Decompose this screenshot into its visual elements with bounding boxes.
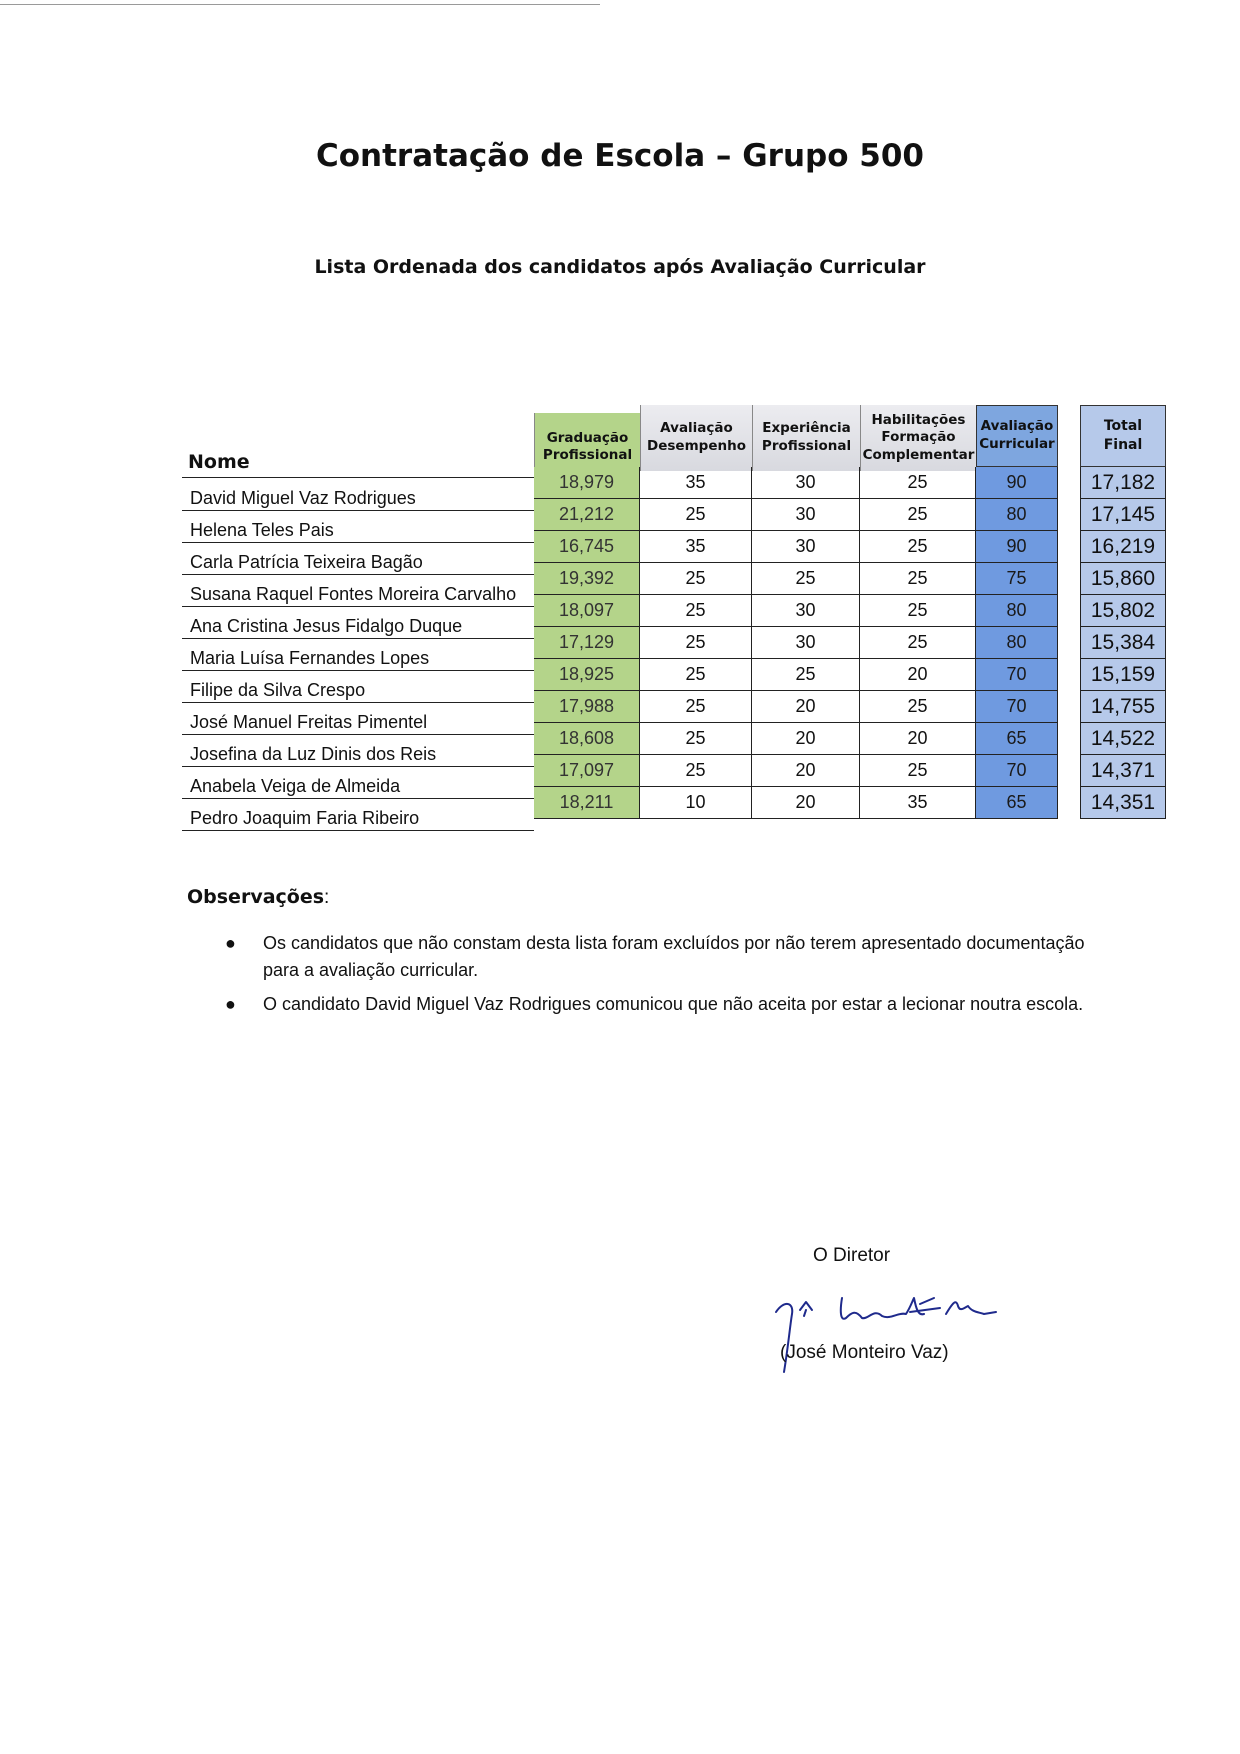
table-row [182,638,534,671]
cell-experiencia: 20 [752,691,860,723]
document-title: Contratação de Escola – Grupo 500 [316,138,924,174]
cell-curricular: 80 [976,595,1058,627]
header-graduacao: Graduação Profissional [534,413,640,471]
cell-graduacao: 18,979 [534,467,640,499]
cell-graduacao: 18,097 [534,595,640,627]
candidate-name: Josefina da Luz Dinis dos Reis [190,744,437,764]
cell-total: 15,384 [1080,627,1166,659]
cell-graduacao: 17,129 [534,627,640,659]
cell-habilitacoes: 25 [860,467,976,499]
cell-curricular: 65 [976,787,1058,819]
header-nome: Nome [188,451,250,473]
cell-curricular: 80 [976,627,1058,659]
candidate-name: Pedro Joaquim Faria Ribeiro [190,808,420,828]
cell-total: 15,802 [1080,595,1166,627]
cell-total: 14,371 [1080,755,1166,787]
bullet-icon: ● [225,933,236,953]
bullet-icon: ● [225,994,236,1014]
list-item: ● O candidato David Miguel Vaz Rodrigues comunicou que não aceita por estar a lecionar noutra escola. [225,991,1085,1018]
cell-total: 16,219 [1080,531,1166,563]
table-row [182,510,534,543]
director-name: (José Monteiro Vaz) [780,1342,949,1363]
cell-graduacao: 16,745 [534,531,640,563]
cell-desempenho: 25 [640,563,752,595]
cell-graduacao: 18,211 [534,787,640,819]
cell-habilitacoes: 25 [860,691,976,723]
cell-total: 17,182 [1080,467,1166,499]
cell-desempenho: 25 [640,499,752,531]
cell-graduacao: 17,988 [534,691,640,723]
cell-curricular: 90 [976,467,1058,499]
cell-habilitacoes: 25 [860,595,976,627]
document-subtitle: Lista Ordenada dos candidatos após Avaliação Curricular [314,256,926,278]
cell-curricular: 70 [976,659,1058,691]
cell-habilitacoes: 25 [860,563,976,595]
cell-total: 14,351 [1080,787,1166,819]
scan-edge-line [0,4,600,5]
candidate-name: Filipe da Silva Crespo [190,680,366,700]
cell-habilitacoes: 25 [860,499,976,531]
candidate-name: Susana Raquel Fontes Moreira Carvalho [190,584,517,604]
cell-graduacao: 17,097 [534,755,640,787]
cell-desempenho: 25 [640,595,752,627]
cell-desempenho: 25 [640,755,752,787]
cell-curricular: 75 [976,563,1058,595]
candidate-name: Helena Teles Pais [190,520,334,540]
cell-habilitacoes: 25 [860,755,976,787]
handwritten-signature [770,1288,1050,1378]
cell-desempenho: 35 [640,467,752,499]
cell-total: 14,522 [1080,723,1166,755]
candidate-name: Maria Luísa Fernandes Lopes [190,648,430,668]
cell-experiencia: 25 [752,659,860,691]
list-item: ● Os candidatos que não constam desta lista foram excluídos por não terem apresentado documentação para a avaliação curricular. [225,930,1085,984]
cell-total: 15,860 [1080,563,1166,595]
table-row [182,766,534,799]
cell-experiencia: 20 [752,787,860,819]
cell-habilitacoes: 20 [860,659,976,691]
director-title: O Diretor [813,1245,891,1266]
cell-desempenho: 25 [640,659,752,691]
cell-total: 15,159 [1080,659,1166,691]
header-total: Total Final [1080,405,1166,467]
candidate-name: José Manuel Freitas Pimentel [190,712,428,732]
cell-experiencia: 20 [752,723,860,755]
cell-experiencia: 20 [752,755,860,787]
cell-curricular: 90 [976,531,1058,563]
candidate-name: Ana Cristina Jesus Fidalgo Duque [190,616,463,636]
cell-desempenho: 25 [640,723,752,755]
cell-habilitacoes: 25 [860,531,976,563]
table-row [182,606,534,639]
table-row [182,542,534,575]
cell-desempenho: 25 [640,627,752,659]
table-row [182,734,534,767]
header-desempenho: Avaliação Desempenho [640,405,752,471]
cell-graduacao: 18,925 [534,659,640,691]
cell-curricular: 65 [976,723,1058,755]
header-habilitacoes: Habilitações Formação Complementar [860,405,976,471]
cell-experiencia: 30 [752,467,860,499]
table-row [182,670,534,703]
cell-desempenho: 35 [640,531,752,563]
cell-desempenho: 25 [640,691,752,723]
cell-curricular: 80 [976,499,1058,531]
cell-experiencia: 30 [752,531,860,563]
cell-experiencia: 30 [752,499,860,531]
cell-graduacao: 21,212 [534,499,640,531]
cell-desempenho: 10 [640,787,752,819]
cell-habilitacoes: 25 [860,627,976,659]
cell-experiencia: 30 [752,595,860,627]
cell-habilitacoes: 35 [860,787,976,819]
candidate-name: David Miguel Vaz Rodrigues [190,488,416,508]
observacoes-heading: Observações: [187,886,330,908]
cell-curricular: 70 [976,755,1058,787]
cell-total: 14,755 [1080,691,1166,723]
table-row [182,702,534,735]
table-row [182,798,534,831]
cell-total: 17,145 [1080,499,1166,531]
table-row [182,478,534,511]
table-row [182,574,534,607]
cell-graduacao: 18,608 [534,723,640,755]
candidate-name: Carla Patrícia Teixeira Bagão [190,552,423,572]
candidate-name: Anabela Veiga de Almeida [190,776,401,796]
cell-curricular: 70 [976,691,1058,723]
cell-graduacao: 19,392 [534,563,640,595]
cell-experiencia: 25 [752,563,860,595]
header-curricular: Avaliação Curricular [976,405,1058,467]
observacoes-list [225,930,1085,1025]
header-experiencia: Experiência Profissional [752,405,860,471]
cell-habilitacoes: 20 [860,723,976,755]
cell-experiencia: 30 [752,627,860,659]
